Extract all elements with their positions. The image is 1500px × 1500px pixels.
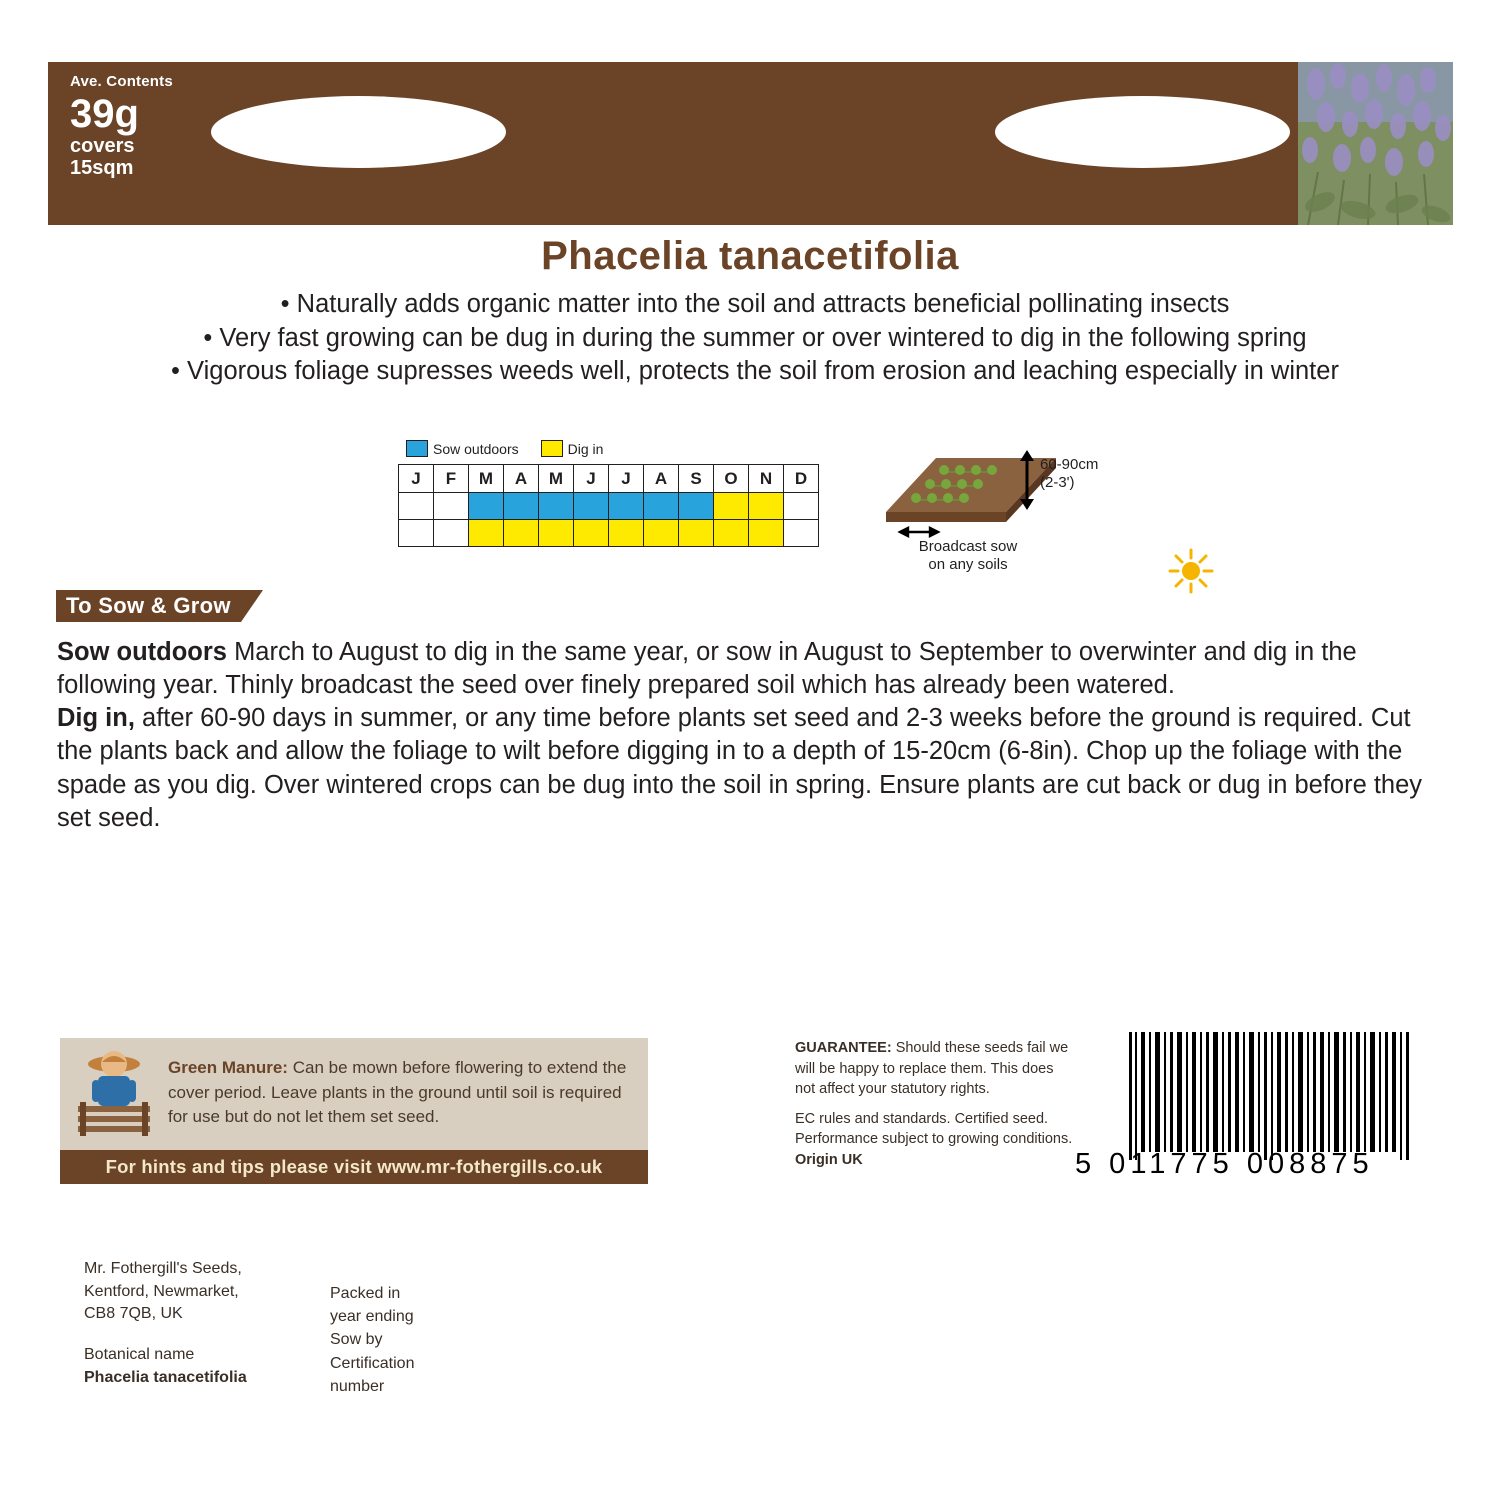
contents-covers-line1: covers bbox=[70, 134, 135, 157]
sow-cell bbox=[609, 493, 644, 520]
plant-height-label bbox=[1040, 456, 1098, 492]
dig-in-text: after 60-90 days in summer, or any time before plants set seed and 2-3 weeks before the ground is required. Cut the plants back and allow the foliage to wilt before digging in to a depth of 15-20cm (6-8in). Chop up the foliage with the spade as you dig. Over wintered crops can be dug into the soil in spring. Ensure plants are cut back or dug in before they set seed. bbox=[57, 704, 1423, 832]
packed-line: Sow by bbox=[330, 1331, 383, 1349]
to-sow-and-grow-banner: To Sow & Grow bbox=[56, 590, 241, 622]
hints-and-tips-footer[interactable]: For hints and tips please visit www.mr-fothergills.co.uk bbox=[60, 1150, 648, 1184]
broadcast-sow-caption bbox=[870, 538, 1066, 575]
guarantee-line2: EC rules and standards. Certified seed. Performance subject to growing conditions. bbox=[795, 1110, 1073, 1148]
guarantee-block bbox=[795, 1038, 1075, 1170]
legend-label-dig: Dig in bbox=[567, 440, 604, 457]
calendar-month-row bbox=[399, 465, 819, 493]
sow-cell bbox=[434, 493, 469, 520]
sow-grow-instructions bbox=[57, 636, 1447, 835]
month-cell: S bbox=[679, 465, 714, 493]
month-cell: J bbox=[399, 465, 434, 493]
guarantee-secondary bbox=[795, 1109, 1075, 1171]
dig-cell bbox=[609, 520, 644, 547]
calendar-legend bbox=[406, 440, 819, 457]
green-manure-panel bbox=[60, 1038, 648, 1150]
legend-swatch-dig-icon bbox=[541, 440, 563, 457]
calendar-sow-row bbox=[399, 493, 819, 520]
month-cell: M bbox=[469, 465, 504, 493]
sow-cell bbox=[539, 493, 574, 520]
bullet-item: • Vigorous foliage supresses weeds well, protects the soil from erosion and leaching especially in winter bbox=[171, 357, 1339, 386]
dig-in-paragraph bbox=[57, 702, 1447, 835]
calendar-dig-row bbox=[399, 520, 819, 547]
sow-cell bbox=[644, 493, 679, 520]
caption-line-2: on any soils bbox=[928, 556, 1008, 574]
sow-cell bbox=[784, 493, 819, 520]
green-manure-text bbox=[168, 1056, 638, 1130]
sow-cell bbox=[714, 493, 749, 520]
gardener-illustration-icon bbox=[68, 1044, 160, 1142]
dig-cell bbox=[749, 520, 784, 547]
full-sun-icon bbox=[1168, 548, 1214, 599]
legend-swatch-sow-icon bbox=[406, 440, 428, 457]
dig-cell bbox=[469, 520, 504, 547]
sow-cell bbox=[504, 493, 539, 520]
hang-hole-right bbox=[995, 96, 1290, 168]
dig-in-heading: Dig in, bbox=[57, 704, 135, 733]
month-cell: A bbox=[504, 465, 539, 493]
header-bar bbox=[48, 62, 1453, 225]
height-arrow-icon bbox=[1016, 450, 1038, 515]
sow-outdoors-paragraph bbox=[57, 636, 1447, 702]
packed-line: year ending bbox=[330, 1308, 414, 1326]
company-address bbox=[84, 1258, 247, 1390]
month-cell: N bbox=[749, 465, 784, 493]
barcode bbox=[1125, 1032, 1425, 1160]
green-manure-title: Green Manure: bbox=[168, 1058, 288, 1077]
caption-line-1: Broadcast sow bbox=[918, 538, 1018, 555]
address-line: Kentford, Newmarket, bbox=[84, 1282, 239, 1300]
month-cell: O bbox=[714, 465, 749, 493]
calendar-table bbox=[398, 464, 819, 547]
month-cell: D bbox=[784, 465, 819, 493]
packed-info bbox=[330, 1282, 414, 1398]
dig-cell bbox=[679, 520, 714, 547]
address-line: Mr. Fothergill's Seeds, bbox=[84, 1260, 242, 1277]
origin-label: Origin UK bbox=[795, 1151, 863, 1168]
sow-cell bbox=[469, 493, 504, 520]
height-line-2: (2-3') bbox=[1040, 474, 1075, 491]
dig-cell bbox=[784, 520, 819, 547]
dig-cell bbox=[434, 520, 469, 547]
green-manure-body: Can be mown before flowering to extend the cover period. Leave plants in the ground until soil is required for use but do not let them set seed. bbox=[168, 1058, 627, 1127]
average-contents-block bbox=[62, 74, 222, 179]
guarantee-heading: GUARANTEE: bbox=[795, 1040, 892, 1056]
bullet-item: • Naturally adds organic matter into the soil and attracts beneficial pollinating insects bbox=[280, 290, 1230, 318]
contents-weight: 39g bbox=[70, 91, 139, 136]
legend-dig-in bbox=[541, 440, 604, 457]
month-cell: J bbox=[609, 465, 644, 493]
dig-cell bbox=[644, 520, 679, 547]
dig-cell bbox=[574, 520, 609, 547]
dig-cell bbox=[504, 520, 539, 547]
packed-line: number bbox=[330, 1377, 385, 1395]
packed-line: Certification bbox=[330, 1354, 415, 1372]
contents-label: Ave. Contents bbox=[70, 73, 173, 90]
month-cell: J bbox=[574, 465, 609, 493]
contents-covers-line2: 15sqm bbox=[70, 156, 134, 179]
barcode-number: 5 011775 008875 bbox=[1075, 1148, 1374, 1180]
address-line: CB8 7QB, UK bbox=[84, 1305, 183, 1323]
sow-cell bbox=[679, 493, 714, 520]
month-cell: A bbox=[644, 465, 679, 493]
sow-cell bbox=[749, 493, 784, 520]
bullet-item: • Very fast growing can be dug in during the summer or over wintered to dig in the following spring bbox=[203, 323, 1307, 352]
height-line-1: 60-90cm bbox=[1040, 456, 1099, 473]
botanical-name-label: Botanical name bbox=[84, 1346, 195, 1364]
botanical-name-value: Phacelia tanacetifolia bbox=[84, 1368, 247, 1386]
packed-line: Packed in bbox=[330, 1285, 401, 1302]
sowing-calendar bbox=[398, 440, 819, 547]
hang-hole-left bbox=[211, 96, 506, 168]
sow-outdoors-heading: Sow outdoors bbox=[57, 638, 227, 666]
dig-cell bbox=[539, 520, 574, 547]
feature-bullets bbox=[60, 288, 1450, 389]
dig-cell bbox=[714, 520, 749, 547]
month-cell: F bbox=[434, 465, 469, 493]
guarantee-paragraph bbox=[795, 1038, 1075, 1100]
sow-outdoors-text: March to August to dig in the same year, or sow in August to September to overwinter and dig in the following year. Thinly broadcast the seed over finely prepared soil which has already been watered. bbox=[57, 638, 1357, 700]
page-title: Phacelia tanacetifolia bbox=[541, 234, 959, 278]
sow-cell bbox=[574, 493, 609, 520]
sow-cell bbox=[399, 493, 434, 520]
dig-cell bbox=[399, 520, 434, 547]
month-cell: M bbox=[539, 465, 574, 493]
legend-label-sow: Sow outdoors bbox=[433, 440, 519, 457]
phacelia-flower-photo bbox=[1298, 62, 1453, 225]
guarantee-text: Should these seeds fail we will be happy to replace them. This does not affect your statutory rights. bbox=[795, 1040, 1069, 1098]
legend-sow-outdoors bbox=[406, 440, 519, 457]
